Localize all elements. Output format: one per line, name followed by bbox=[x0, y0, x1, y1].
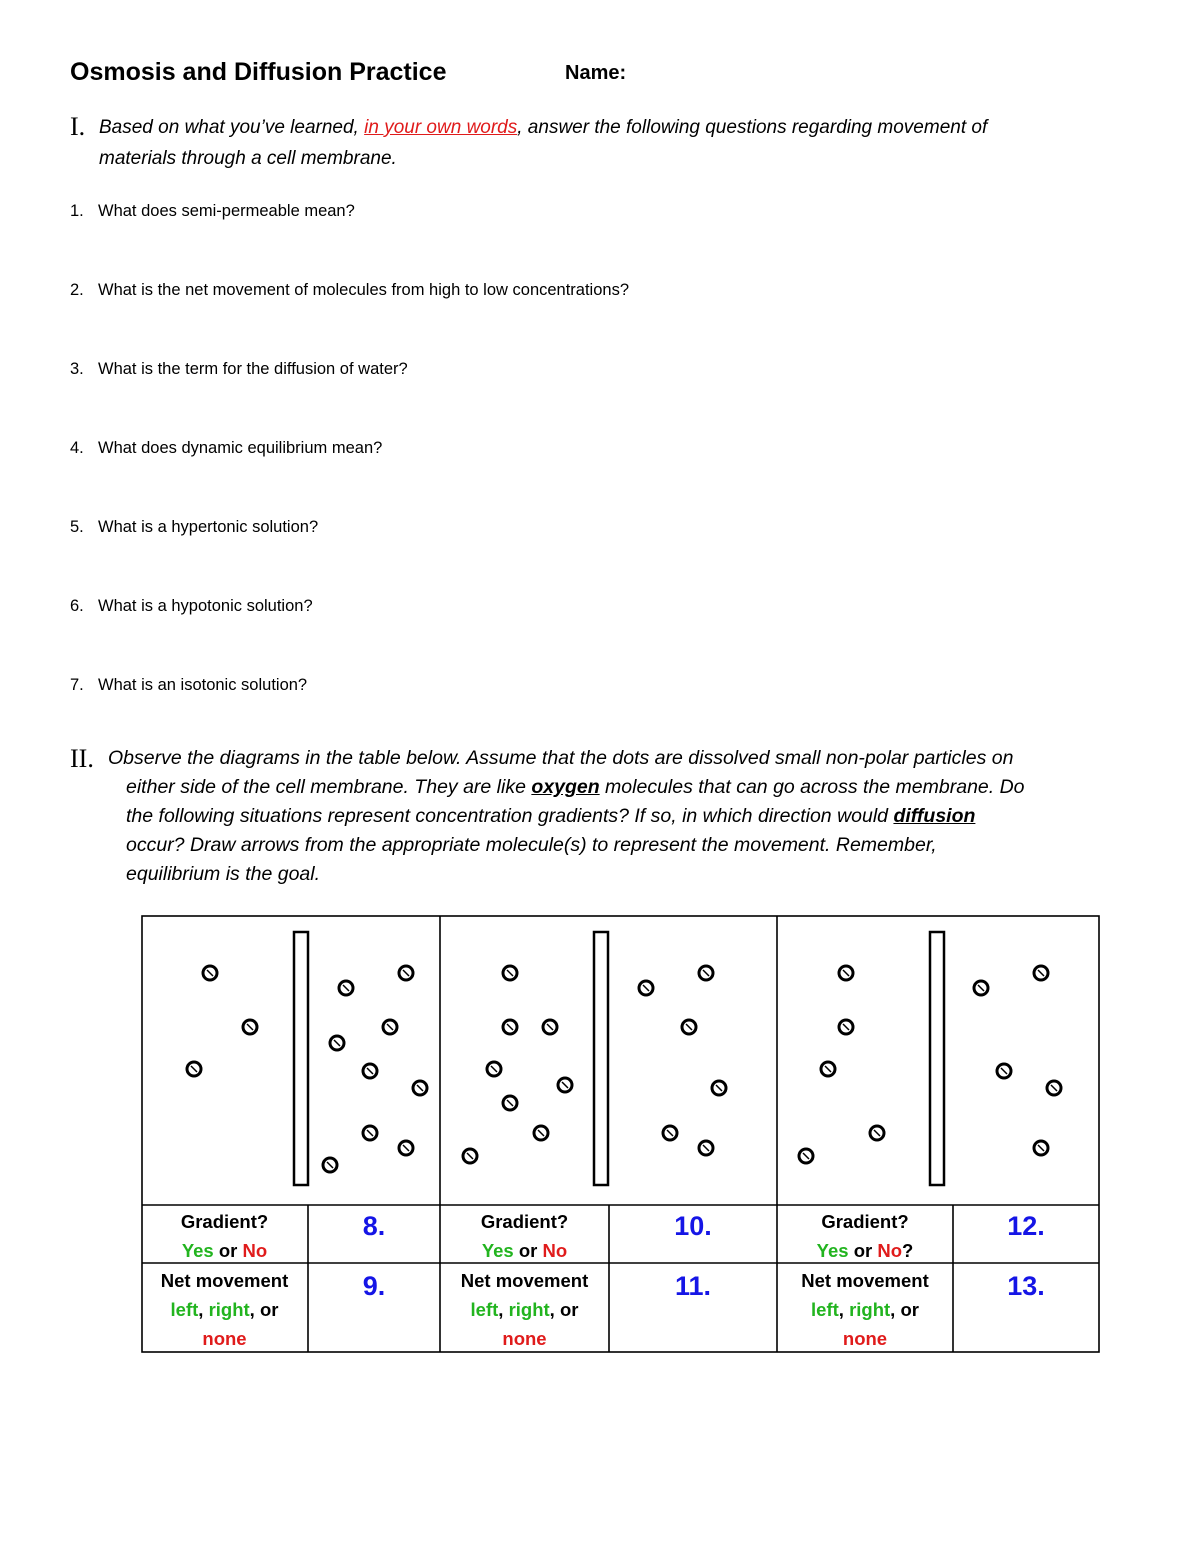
question-7: 7. What is an isotonic solution? bbox=[70, 676, 308, 694]
diffusion-table bbox=[141, 915, 1101, 1355]
section-1-instructions bbox=[99, 112, 1139, 174]
name-label: Name: bbox=[565, 62, 627, 84]
question-2: 2. What is the net movement of molecules from high to low concentrations? bbox=[70, 281, 630, 299]
own-words-emphasis: in your own words bbox=[364, 117, 518, 138]
net-movement-label-3: Net movement left, right, or none bbox=[801, 1270, 929, 1349]
answer-12[interactable]: 12. bbox=[1007, 1211, 1045, 1241]
membrane-2 bbox=[594, 932, 608, 1185]
page-title: Osmosis and Diffusion Practice bbox=[70, 58, 447, 86]
section-2-instructions: Observe the diagrams in the table below. Assume that the dots are dissolved small non-polar particles on either side of the cell membrane. They are like oxygen molecules that can go across the membrane. Do the following situations represent concentration gradients? If so, in which direction would diffusion occur? Draw arrows from the appropriate molecule(s) to represent the movement. Remember, equilibrium is the goal. bbox=[108, 747, 1025, 885]
question-5: 5. What is a hypertonic solution? bbox=[70, 518, 319, 536]
answer-8[interactable]: 8. bbox=[362, 1211, 386, 1241]
answer-10[interactable]: 10. bbox=[674, 1211, 712, 1241]
answer-11[interactable]: 11. bbox=[674, 1271, 712, 1301]
question-3: 3. What is the term for the diffusion of water? bbox=[70, 360, 408, 378]
net-movement-label-2: Net movement left, right, or none bbox=[460, 1270, 589, 1349]
answer-9[interactable]: 9. bbox=[362, 1271, 386, 1301]
gradient-label-3: Gradient? Yes or No? bbox=[816, 1211, 914, 1261]
question-1: 1. What does semi-permeable mean? bbox=[70, 202, 355, 220]
diffusion-emphasis: diffusion bbox=[893, 805, 976, 827]
section-2-numeral: II. bbox=[70, 744, 94, 773]
net-movement-label-1: Net movement left, right, or none bbox=[160, 1270, 289, 1349]
oxygen-emphasis: oxygen bbox=[531, 776, 600, 798]
gradient-label-2: Gradient? Yes or No bbox=[480, 1211, 569, 1261]
question-6: 6. What is a hypotonic solution? bbox=[70, 597, 313, 615]
instructions-text: , answer the following questions regarding movement of bbox=[517, 117, 988, 138]
membrane-1 bbox=[294, 932, 308, 1185]
instructions-text: materials through a cell membrane. bbox=[99, 148, 397, 169]
gradient-label-1: Gradient? Yes or No bbox=[180, 1211, 269, 1261]
question-4: 4. What does dynamic equilibrium mean? bbox=[70, 439, 383, 457]
instructions-text: Based on what you’ve learned, bbox=[99, 117, 365, 138]
answer-13[interactable]: 13. bbox=[1007, 1271, 1045, 1301]
section-1-numeral: I. bbox=[70, 112, 86, 141]
membrane-3 bbox=[930, 932, 944, 1185]
